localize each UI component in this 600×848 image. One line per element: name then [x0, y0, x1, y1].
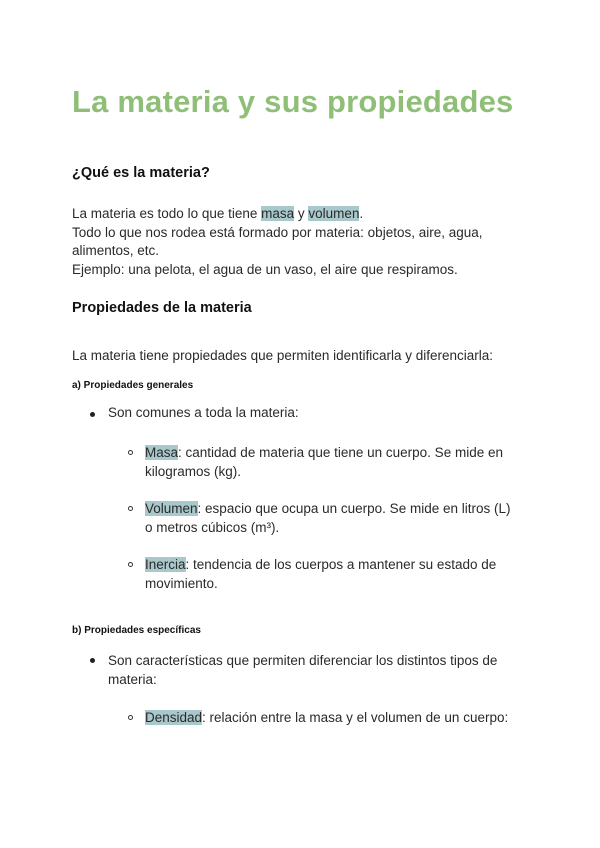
highlight-term: Densidad [145, 710, 203, 725]
paragraph-line: Todo lo que nos rodea está formado por materia: objetos, aire, agua, [72, 225, 483, 240]
paragraph-line: alimentos, etc. [72, 243, 160, 258]
bullet-specific [108, 651, 538, 689]
circle-bullet-icon [128, 506, 133, 511]
circle-bullet-icon [128, 562, 133, 567]
highlight-term: Inercia [145, 557, 186, 572]
item-text: Son características que permiten diferenciar los distintos tipos de [108, 653, 498, 668]
definition-line [72, 206, 363, 221]
bullet-icon [90, 412, 95, 417]
highlight-masa: masa [261, 206, 295, 221]
highlight-volumen: volumen [308, 206, 360, 221]
item-text: : tendencia de los cuerpos a mantener su estado de [185, 557, 497, 572]
item-text: kilogramos (kg). [145, 464, 242, 479]
properties-intro: La materia tiene propiedades que permiten identificarla y diferenciarla: [72, 348, 493, 363]
subheading-specific: b) Propiedades específicas [72, 625, 201, 636]
bullet-general: Son comunes a toda la materia: [108, 405, 299, 420]
list-item-masa [145, 443, 545, 481]
item-text: o metros cúbicos (m³). [145, 520, 280, 535]
highlight-term: Masa [145, 445, 179, 460]
circle-bullet-icon [128, 715, 133, 720]
text-fragment: . [359, 206, 364, 221]
list-item-volumen [145, 499, 545, 537]
subheading-general: a) Propiedades generales [72, 380, 194, 391]
example-line: Ejemplo: una pelota, el agua de un vaso, el aire que respiramos. [72, 262, 458, 277]
page-title: La materia y sus propiedades [72, 84, 514, 119]
list-item-inercia [145, 555, 545, 593]
bullet-icon [90, 658, 95, 663]
section-heading-properties: Propiedades de la materia [72, 300, 252, 316]
item-text: movimiento. [145, 576, 218, 591]
item-text: : cantidad de materia que tiene un cuerpo. Se mide en [178, 445, 503, 460]
item-text: : espacio que ocupa un cuerpo. Se mide en litros (L) [197, 501, 511, 516]
text-fragment: La materia es todo lo que tiene [72, 206, 262, 221]
item-text: : relación entre la masa y el volumen de un cuerpo: [202, 710, 509, 725]
text-fragment: y [294, 206, 309, 221]
section-heading-what-is-matter: ¿Qué es la materia? [72, 165, 210, 181]
circle-bullet-icon [128, 450, 133, 455]
item-text: materia: [108, 672, 157, 687]
highlight-term: Volumen [145, 501, 198, 516]
list-item-densidad [145, 708, 565, 727]
